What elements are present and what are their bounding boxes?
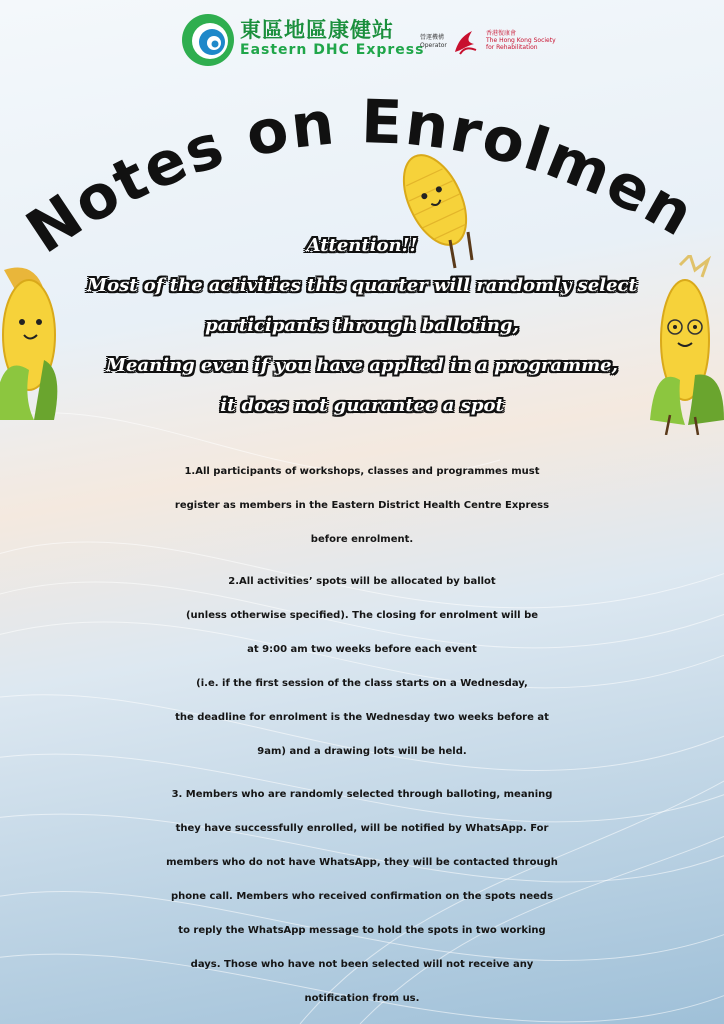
logo-chinese-name: 東區地區康健站 xyxy=(240,18,394,42)
note-2 xyxy=(0,565,724,769)
note-3 xyxy=(0,778,724,1016)
attention-line: Meaning even if you have applied in a programme, xyxy=(106,355,618,376)
note-line: days. Those who have not been selected will not receive any xyxy=(190,959,534,970)
page-title-text: Notes on Enrolmen xyxy=(14,87,707,260)
note-line: the deadline for enrolment is the Wednesday two weeks before at xyxy=(175,712,549,723)
note-line: phone call. Members who received confirmation on the spots needs xyxy=(170,891,554,902)
note-line: (unless otherwise specified). The closing for enrolment will be xyxy=(185,610,539,621)
note-line: at 9:00 am two weeks before each event xyxy=(247,644,477,655)
note-line: to reply the WhatsApp message to hold the spots in two working xyxy=(178,925,546,936)
attention-notice xyxy=(40,226,684,426)
note-line: 9am) and a drawing lots will be held. xyxy=(257,746,467,757)
attention-line: it does not guarantee a spot xyxy=(220,395,504,416)
society-name-en-1: The Hong Kong Society xyxy=(486,37,556,44)
note-line: (i.e. if the first session of the class starts on a Wednesday, xyxy=(196,678,528,689)
note-line: notification from us. xyxy=(304,993,420,1004)
operator-label xyxy=(420,34,450,50)
note-line: register as members in the Eastern District Health Centre Express xyxy=(174,500,550,511)
society-logo-icon xyxy=(452,28,478,56)
society-name-zh: 香港復康會 xyxy=(486,30,517,37)
note-line: 2.All activities’ spots will be allocated by ballot xyxy=(228,576,496,587)
note-1 xyxy=(0,455,724,557)
note-line: they have successfully enrolled, will be notified by WhatsApp. For xyxy=(175,823,549,834)
note-line: 1.All participants of workshops, classes and programmes must xyxy=(184,466,540,477)
operator-label-en: Operator xyxy=(420,42,447,49)
attention-heading: Attention!! xyxy=(306,235,418,256)
operator-label-zh: 營運機構 xyxy=(420,34,445,41)
note-line: before enrolment. xyxy=(310,534,414,545)
society-name xyxy=(486,30,556,51)
note-line: members who do not have WhatsApp, they will be contacted through xyxy=(166,857,558,868)
logo-english-name: Eastern DHC Express xyxy=(240,42,425,58)
attention-line: participants through balloting, xyxy=(205,315,519,336)
society-name-en-2: for Rehabilitation xyxy=(486,44,538,51)
attention-line: Most of the activities this quarter will randomly select xyxy=(87,275,637,296)
note-line: 3. Members who are randomly selected through balloting, meaning xyxy=(171,789,553,800)
